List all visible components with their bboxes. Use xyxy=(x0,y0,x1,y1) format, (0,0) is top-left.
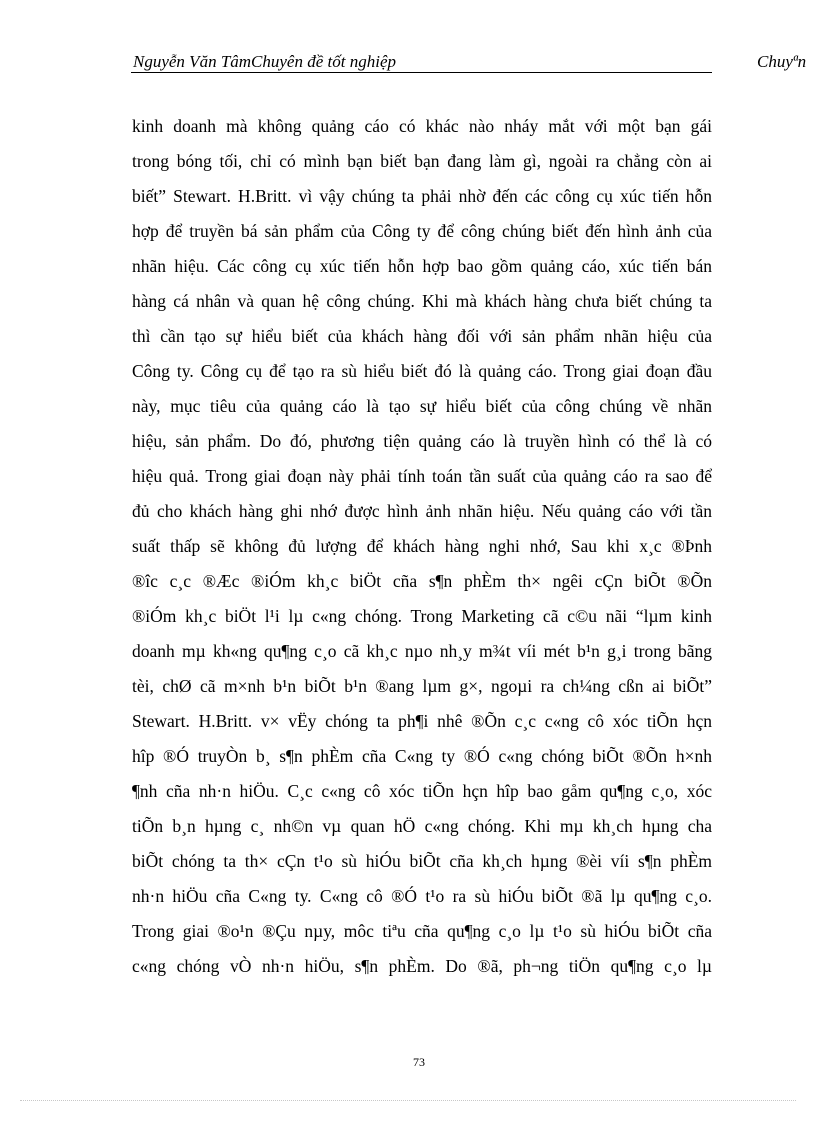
body-line: hàng cá nhân và quan hệ công chúng. Khi mà khách hàng chưa biết chúng ta xyxy=(132,291,712,311)
body-line: kinh doanh mà không quảng cáo có khác nào nháy mắt với một bạn gái xyxy=(132,116,712,136)
body-text xyxy=(132,109,712,984)
body-line: Trong giai ®o¹n ®Çu nµy, môc tiªu cña qu¶ng c¸o lµ t¹o sù hiÓu biÕt cña xyxy=(132,921,712,941)
running-header-right: Chuyªn xyxy=(757,52,807,71)
body-line: tèi, chØ cã m×nh b¹n biÕt b¹n ®ang lµm g×, ngoµi ra ch¼ng cßn ai biÕt” xyxy=(132,676,712,696)
body-line: Stewart. H.Britt. v× vËy chóng ta ph¶i nhê ®Õn c¸c c«ng cô xóc tiÕn hçn xyxy=(132,711,712,731)
body-line: ¶nh cña nh·n hiÖu. C¸c c«ng cô xóc tiÕn hçn hîp bao gåm qu¶ng c¸o, xóc xyxy=(132,781,712,801)
body-line: thì cần tạo sự hiểu biết của khách hàng đối với sản phẩm nhãn hiệu của xyxy=(132,326,712,346)
body-line: ®îc c¸c ®Æc ®iÓm kh¸c biÖt cña s¶n phÈm th× ngêi cÇn biÕt ®Õn xyxy=(132,571,712,591)
header-rule xyxy=(131,72,712,73)
body-line: hiệu, sản phẩm. Do đó, phương tiện quảng cáo là truyền hình có thể là có xyxy=(132,431,712,451)
body-line: trong bóng tối, chỉ có mình bạn biết bạn đang làm gì, ngoài ra chẳng còn ai xyxy=(132,151,712,171)
body-line: c«ng chóng vÒ nh·n hiÖu, s¶n phÈm. Do ®ã, ph¬ng tiÖn qu¶ng c¸o lµ xyxy=(132,956,712,976)
body-line: hợp để truyền bá sản phẩm của Công ty để công chúng biết đến hình ảnh của xyxy=(132,221,712,241)
body-line: ®iÓm kh¸c biÖt l¹i lµ c«ng chóng. Trong Marketing cã c©u nãi “lµm kinh xyxy=(132,606,712,626)
body-line: suất thấp sẽ không đủ lượng để khách hàng nghi nhớ, Sau khi x¸c ®Þnh xyxy=(132,536,712,556)
body-line: biết” Stewart. H.Britt. vì vậy chúng ta phải nhờ đến các công cụ xúc tiến hỗn xyxy=(132,186,712,206)
body-line: Công ty. Công cụ để tạo ra sù hiểu biết đó là quảng cáo. Trong giai đoạn đầu xyxy=(132,361,712,381)
page-bottom-rule xyxy=(20,1100,796,1101)
page-number: 73 xyxy=(413,1055,425,1069)
body-line: hîp ®Ó truyÒn b¸ s¶n phÈm cña C«ng ty ®Ó c«ng chóng biÕt ®Õn h×nh xyxy=(132,746,712,766)
body-line: biÕt chóng ta th× cÇn t¹o sù hiÓu biÕt cña kh¸ch hµng ®èi víi s¶n phÈm xyxy=(132,851,712,871)
body-line: nhãn hiệu. Các công cụ xúc tiến hỗn hợp bao gồm quảng cáo, xúc tiến bán xyxy=(132,256,712,276)
running-header-title: Nguyễn Văn TâmChuyên đề tốt nghiệp xyxy=(133,52,396,71)
body-line: nh·n hiÖu cña C«ng ty. C«ng cô ®Ó t¹o ra sù hiÓu biÕt ®ã lµ qu¶ng c¸o. xyxy=(132,886,712,906)
body-line: đủ cho khách hàng ghi nhớ được hình ảnh nhãn hiệu. Nếu quảng cáo với tần xyxy=(132,501,712,521)
body-line: tiÕn b¸n hµng c¸ nh©n vµ quan hÖ c«ng chóng. Khi mµ kh¸ch hµng cha xyxy=(132,816,712,836)
body-line: doanh mµ kh«ng qu¶ng c¸o cã kh¸c nµo nh¸y m¾t víi mét b¹n g¸i trong bãng xyxy=(132,641,712,661)
body-line: này, mục tiêu của quảng cáo là tạo sự hiểu biết của công chúng về nhãn xyxy=(132,396,712,416)
body-line: hiệu quả. Trong giai đoạn này phải tính toán tần suất của quảng cáo ra sao để xyxy=(132,466,712,486)
